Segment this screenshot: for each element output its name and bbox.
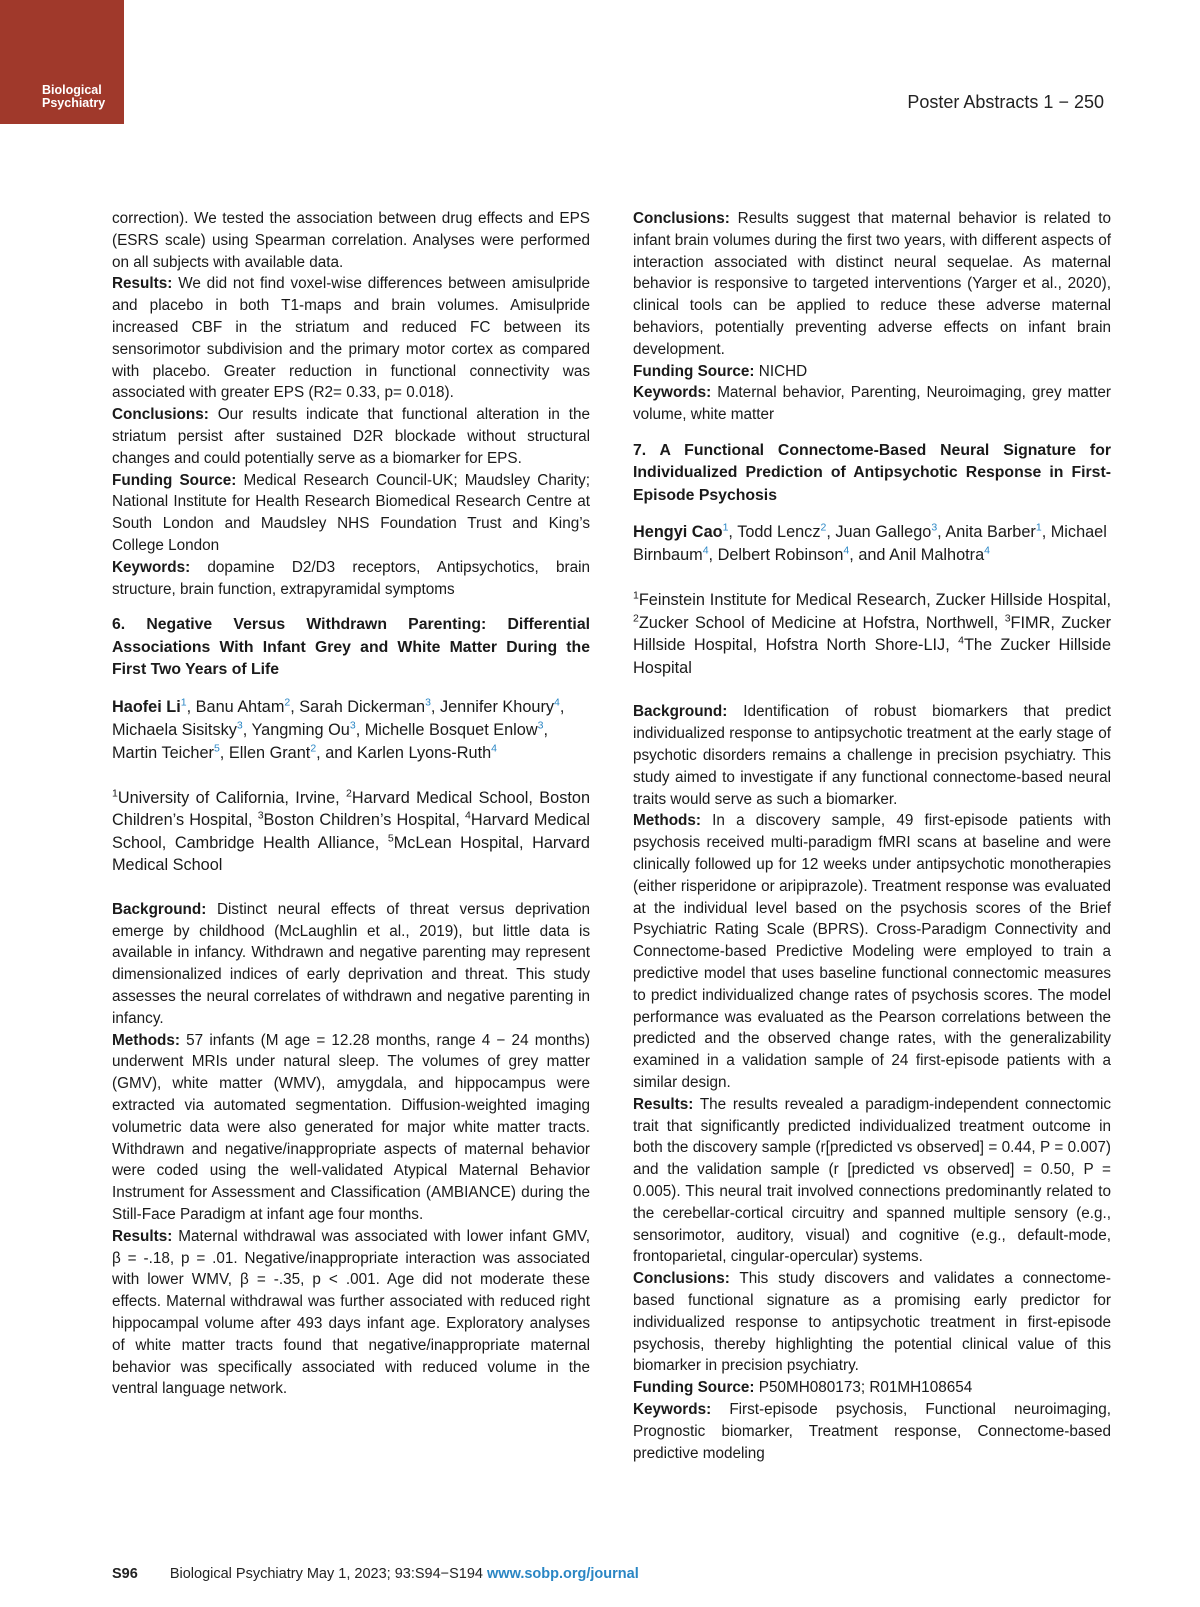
author-affil-sup: 3 xyxy=(236,719,243,732)
affiliation-text: McLean Hospital, Harvard Medical School xyxy=(112,833,590,875)
affiliation-text: Boston Children’s Hospital, xyxy=(263,811,466,830)
a6-funding xyxy=(633,361,1111,383)
author-sep: , xyxy=(430,697,440,716)
author-affil-sup: 1 xyxy=(180,696,187,709)
author-affil-sup: 4 xyxy=(491,742,497,755)
author-name: Ellen Grant xyxy=(228,743,311,762)
abstract-6-affiliations xyxy=(112,787,590,877)
a6-keywords xyxy=(633,382,1111,426)
a7-funding xyxy=(633,1377,1111,1399)
funding-text: P50MH080173; R01MH108654 xyxy=(758,1379,973,1397)
keywords-text: Maternal behavior, Parenting, Neuroimaging, grey matter volume, white matter xyxy=(633,384,1112,424)
funding-label: Funding Source: xyxy=(633,1379,755,1397)
a6-conclusions xyxy=(633,208,1111,361)
conclusions-label: Conclusions: xyxy=(633,210,730,227)
author-sep: , xyxy=(242,720,252,739)
author-sep: , xyxy=(186,697,196,716)
a6-background xyxy=(112,899,590,1030)
background-text: Distinct neural effects of threat versus deprivation emerge by childhood (McLaughlin et al., 2019), but little data is available in infancy. Withdrawn and negative parenting may represent dimensionalized indices of early deprivation and threat. This study assesses the neural correlates of withdrawn and negative parenting in infancy. xyxy=(112,900,591,1027)
affiliation-text: FIMR, Zucker Hillside Hospital, Hofstra North Shore-LIJ, xyxy=(633,613,1111,655)
affiliation-text: Harvard Medical School, Boston Children’s Hospital, xyxy=(112,788,590,830)
author-affil-sup: 3 xyxy=(425,696,431,709)
author-sep: , xyxy=(849,546,859,565)
author-name: Todd Lencz xyxy=(737,523,821,542)
author-sep: , xyxy=(355,720,365,739)
results-label: Results: xyxy=(112,275,173,293)
abstract-7-title: 7. A Functional Connectome-Based Neural Signature for Individualized Prediction of Antipsychotic Response in First-Episode Psychosis xyxy=(633,441,1111,504)
affiliation-number: 2 xyxy=(346,787,352,800)
author-sep: , xyxy=(1041,523,1051,542)
author-affil-sup: 4 xyxy=(843,545,850,558)
author-name: Hengyi Cao xyxy=(633,523,723,542)
author-affil-sup: 4 xyxy=(554,696,560,709)
author-affil-sup: 3 xyxy=(931,522,938,535)
a7-background xyxy=(633,701,1111,810)
author-name: Michelle Bosquet Enlow xyxy=(364,720,538,739)
author-affil-sup: 2 xyxy=(284,696,291,709)
affiliation-text: Harvard Medical School, Cambridge Health Alliance, xyxy=(112,811,590,852)
conclusions-text: Results suggest that maternal behavior is related to infant brain volumes during the first two years, with different aspects of interaction associated with distinct neural sequelae. As maternal behavior is responsive to targeted interventions (Yarger et al., 2020), clinical tools can be applied to reduce these adverse maternal behaviors, potentially preventing adverse effects on infant brain development. xyxy=(633,210,1111,358)
logo-line-2: Psychiatry xyxy=(42,96,106,110)
author-affil-sup: 2 xyxy=(820,522,827,535)
author-affil-sup: 1 xyxy=(722,522,729,535)
a7-methods xyxy=(633,810,1111,1093)
author-name: Jennifer Khoury xyxy=(439,697,555,716)
affiliation-number: 1 xyxy=(633,590,639,603)
results-text: We did not find voxel-wise differences between amisulpride and placebo in both T1-maps and brain volumes. Amisulpride increased CBF in the striatum and reduced FC between its sensorimotor subdivision and the primary motor cortex as compared with placebo. Greater reduction in functional connectivity was associated with greater EPS (R2= 0.33, p= 0.018). xyxy=(112,275,590,402)
results-label: Results: xyxy=(112,1227,173,1245)
keywords-text: First-episode psychosis, Functional neuroimaging, Prognostic biomarker, Treatment response, Connectome-based predictive modeling xyxy=(633,1400,1111,1462)
methods-text: 57 infants (M age = 12.28 months, range 4 − 24 months) underwent MRIs under natural sleep. The volumes of grey matter (GMV), white matter (WMV), amygdala, and hippocampus were extracted via automated segmentation. Diffusion-weighted imaging volumetric data were also generated for major white matter tracts. Withdrawn and negative/inappropriate aspects of maternal behavior were coded using the well-validated Atypical Maternal Behavior Instrument for Assessment and Classification (AMBIANCE) during the Still-Face Paradigm at infant age four months. xyxy=(112,1031,591,1223)
conclusions-label: Conclusions: xyxy=(633,1270,730,1288)
journal-link[interactable]: www.sobp.org/journal xyxy=(487,1566,639,1582)
abstract-6-authors xyxy=(112,696,590,765)
author-affil-sup: 4 xyxy=(702,545,709,558)
author-name: Delbert Robinson xyxy=(717,546,844,565)
page-footer xyxy=(112,1566,639,1582)
author-name: Michaela Sisitsky xyxy=(112,720,237,739)
citation: Biological Psychiatry May 1, 2023; 93:S94−S194 xyxy=(169,1566,483,1582)
affiliation-number: 1 xyxy=(112,787,118,800)
keywords-label: Keywords: xyxy=(633,384,712,402)
funding-label: Funding Source: xyxy=(112,471,237,489)
affiliation-number: 4 xyxy=(958,635,964,648)
methods-label: Methods: xyxy=(112,1031,180,1049)
affiliation-number: 2 xyxy=(633,612,639,625)
journal-logo xyxy=(0,0,124,124)
funding-text: Medical Research Council-UK; Maudsley Charity; National Institute for Health Research Biomedical Research Centre at South London and Maudsley NHS Foundation Trust and King’s College London xyxy=(112,471,590,554)
author-name: Banu Ahtam xyxy=(195,697,285,716)
running-head: Poster Abstracts 1 − 250 xyxy=(907,92,1104,112)
a7-results xyxy=(633,1094,1111,1268)
affiliation-text: The Zucker Hillside Hospital xyxy=(633,636,1111,677)
funding-text: NICHD xyxy=(758,362,808,380)
results-label: Results: xyxy=(633,1095,694,1113)
author-name: Yangming Ou xyxy=(251,720,350,739)
prev-conclusions xyxy=(112,404,590,469)
author-name: and Anil Malhotra xyxy=(858,546,985,565)
affiliation-text: University of California, Irvine, xyxy=(117,788,347,807)
author-sep: , xyxy=(290,697,300,716)
affiliation-number: 5 xyxy=(387,832,394,845)
author-sep: , xyxy=(316,743,326,762)
methods-text: In a discovery sample, 49 first-episode patients with psychosis received multi-paradigm fMRI scans at baseline and were clinically followed up for 12 weeks under antipsychotic monotherapies (either risperidone or aripiprazole). Treatment response was evaluated at the individual level based on the psychosis scores of the Brief Psychiatric Rating Scale (BPRS). Cross-Paradigm Connectivity and Connectome-based Predictive Modeling were employed to train a predictive model that uses baseline functional connectomic measures to predict individualized change rates of psychosis scores. The model performance was evaluated as the Pearson correlations between the predicted and the observed change rates, with the generalizability examined in a validation sample of 24 first-episode patients with a similar design. xyxy=(633,812,1111,1092)
author-name: Sarah Dickerman xyxy=(299,697,426,716)
results-text: The results revealed a paradigm-independent connectomic trait that significantly predicted individualized treatment outcome in both the discovery sample (r[predicted vs observed] = 0.44, P = 0.007) and the validation sample (r [predicted vs observed] = 0.50, P = 0.005). This neural trait involved connections predominantly related to the cerebellar-cortical circuitry and spanned multiple sensory (e.g., sensorimotor, auditory, visual) and cognitive (e.g., default-mode, frontoparietal, cingular-opercular) systems. xyxy=(633,1095,1111,1266)
conclusions-text: Our results indicate that functional alteration in the striatum persist after sustained D2R blockade without structural changes and could potentially serve as a biomarker for EPS. xyxy=(112,406,591,467)
author-affil-sup: 2 xyxy=(310,742,317,755)
affiliation-number: 3 xyxy=(1004,612,1011,625)
results-text: Maternal withdrawal was associated with lower infant GMV, β = -.18, p = .01. Negative/inappropriate interaction was associated with lower WMV, β = -.35, p < .001. Age did not moderate these effects. Maternal withdrawal was further associated with reduced right hippocampal volume after 493 days infant age. Exploratory analyses of white matter tracts found that negative/inappropriate maternal behavior was specifically associated with reduced volume in the ventral language network. xyxy=(112,1227,591,1398)
abstract-7-affiliations xyxy=(633,589,1111,679)
author-sep: , xyxy=(708,546,718,565)
logo-line-1: Biological xyxy=(42,83,102,97)
prev-keywords xyxy=(112,557,590,601)
prev-funding xyxy=(112,470,590,557)
author-name: Anita Barber xyxy=(945,523,1036,542)
author-affil-sup: 3 xyxy=(537,719,544,732)
abstract-6-title: 6. Negative Versus Withdrawn Parenting: Differential Associations With Infant Grey and White Matter During the First Two Years of Life xyxy=(112,616,590,679)
author-name: Martin Teicher xyxy=(112,743,214,762)
author-name: Juan Gallego xyxy=(835,523,932,542)
keywords-label: Keywords: xyxy=(633,1400,712,1418)
author-affil-sup: 1 xyxy=(1035,522,1042,535)
affiliation-number: 3 xyxy=(257,809,264,822)
a6-methods xyxy=(112,1030,590,1226)
methods-label: Methods: xyxy=(633,812,701,830)
prev-results xyxy=(112,273,590,404)
author-name: Michael Birnbaum xyxy=(633,523,1107,565)
author-sep: , xyxy=(219,743,229,762)
page-number: S96 xyxy=(112,1566,138,1582)
a7-conclusions xyxy=(633,1268,1111,1377)
left-column xyxy=(112,208,590,1400)
affiliation-text: Zucker School of Medicine at Hofstra, Northwell, xyxy=(638,613,1005,632)
author-affil-sup: 3 xyxy=(349,719,356,732)
author-affil-sup: 4 xyxy=(984,545,990,558)
author-affil-sup: 5 xyxy=(213,742,220,755)
keywords-label: Keywords: xyxy=(112,558,191,576)
keywords-text: dopamine D2/D3 receptors, Antipsychotics, brain structure, brain function, extrapyramidal symptoms xyxy=(112,558,590,598)
funding-label: Funding Source: xyxy=(633,362,755,380)
affiliation-number: 4 xyxy=(465,809,471,822)
right-column xyxy=(633,208,1111,1464)
conclusions-label: Conclusions: xyxy=(112,406,209,424)
abstract-7-authors xyxy=(633,521,1111,567)
conclusions-text: This study discovers and validates a connectome-based functional signature as a promising early predictor for individualized response to antipsychotic treatment in first-episode psychosis, thereby highlighting the potential clinical value of this biomarker in precision psychiatry. xyxy=(633,1270,1111,1375)
background-label: Background: xyxy=(112,900,207,918)
background-label: Background: xyxy=(633,703,728,721)
author-sep: , xyxy=(826,523,836,542)
continued-text: correction). We tested the association between drug effects and EPS (ESRS scale) using Spearman correlation. Analyses were performed on all subjects with available data. xyxy=(112,210,590,271)
a7-keywords xyxy=(633,1399,1111,1464)
a6-results xyxy=(112,1226,590,1400)
background-text: Identification of robust biomarkers that predict individualized response to antipsychotic treatment at the early stage of psychotic disorders remains a challenge in precision psychiatry. This study aimed to investigate if any functional connectome-based neural traits would serve as such a biomarker. xyxy=(633,703,1111,808)
author-sep: , xyxy=(543,720,548,739)
affiliation-text: Feinstein Institute for Medical Research, Zucker Hillside Hospital, xyxy=(638,591,1111,610)
author-sep: , xyxy=(559,697,565,716)
author-name: and Karlen Lyons-Ruth xyxy=(325,743,492,762)
author-sep: , xyxy=(728,523,738,542)
author-name: Haofei Li xyxy=(112,697,181,716)
author-sep: , xyxy=(937,523,946,542)
